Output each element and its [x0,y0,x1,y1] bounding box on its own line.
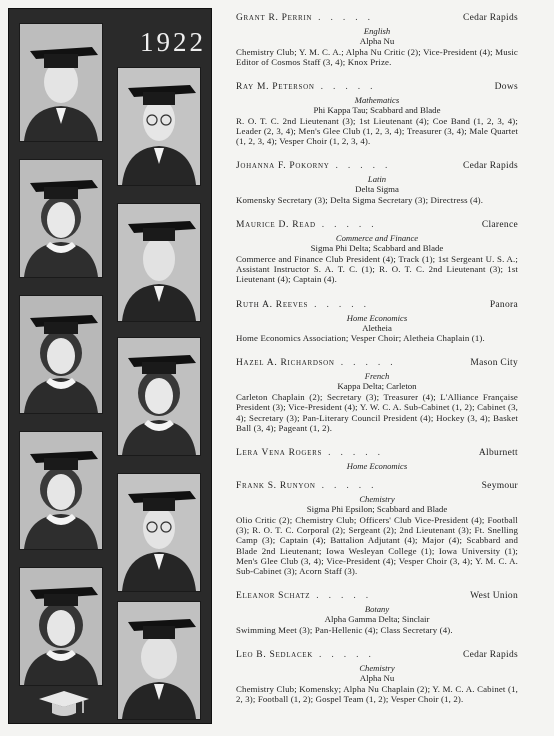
student-name: Johanna F. Pokorny [236,161,330,172]
activities: Commerce and Finance Club President (4); Track (1); 1st Sergeant U. S. A.; Assistant Instructor S. A. T. C. (1); R. O. T. C. 2nd Lieutenant (3); 1st Lieutenant (4); Captain (4). [236,253,518,285]
entry-sedlacek: Leo B. Sedlacek ..... Cedar Rapids Chemistry Alpha Nu Chemistry Club; Komensky; Alpha Nu Chaplain (2); Y. M. C. A. Cabinet (1, 2, 3); Football (1, 2); Gospel Team (1, 2); Vesper Choir (1, 2). [236,650,518,705]
portrait-read [117,203,201,322]
course: Latin [367,174,387,185]
entry-reeves: Ruth A. Reeves ..... Panora Home Economics Aletheia Home Economics Association; Vesper Choir; Aletheia Chaplain (1). [236,299,518,344]
activities: Swimming Meet (3); Pan-Hellenic (4); Class Secretary (4). [236,624,453,635]
portrait-runyon [117,473,201,592]
activities: Carleton Chaplain (2); Secretary (3); Treasurer (4); L'Alliance Française President (3); Vice-President (4); Y. W. C. A. Sub-Cabinet (1, 2); Cabinet (3, 4); Secretary (3); Pan-Literary Council President (4); Hockey (3, 4); Basket Ball (3, 4); Pageant (1, 2). [236,391,518,433]
activities: Komensky Secretary (3); Delta Sigma Secretary (3); Directress (4). [236,194,484,205]
organizations: Alpha Gamma Delta; Sinclair [324,614,430,625]
course: English [363,26,391,36]
entry-perrin: Grant R. Perrin ..... Cedar Rapids English Alpha Nu Chemistry Club; Y. M. C. A.; Alpha Nu Critic (2); Vice-President (4); Music Editor of Cosmos Staff (3, 4); Knox Prize. [236,13,518,67]
organizations: Alpha Nu [359,36,395,46]
activities: Chemistry Club; Y. M. C. A.; Alpha Nu Critic (2); Vice-President (4); Music Editor of Cosmos Staff (3, 4); Knox Prize. [236,46,518,67]
portrait-richardson [117,337,201,456]
organizations: Sigma Phi Delta; Scabbard and Blade [310,243,444,254]
activities: Olio Critic (2); Chemistry Club; Officers' Club Vice-President (4); Football (3); R. O. T. C. Corporal (2); Sergeant (2); 2nd Lieutenant (3); Ft. Snelling Camp (3); Captain (4); Battalion Adjutant (4); Major (4); Scabbard and Blade 2nd Lieutenant; Iowa Wesleyan College (1); Iowa University (1); Men's Glee Club (3, 4); Vice-President (4); Vesper Choir (3, 4); Y. M. C. A. Sub-Cabinet (3); Acorn Staff (3). [236,514,518,577]
portrait-peterson [117,67,201,186]
course: Home Economics [346,312,408,323]
course: Mathematics [354,95,400,106]
student-name: Lera Vena Rogers [236,448,323,459]
entry-runyon: Frank S. Runyon ..... Seymour Chemistry Sigma Phi Epsilon; Scabbard and Blade Olio Critic (2); Chemistry Club; Officers' Club Vice-President (4); Football (3); R. O. T. C. Corporal (2); Sergeant (2); 2nd Lieutenant (3); Ft. Snelling Camp (3); Captain (4); Battalion Adjutant (4); Major (4); Scabbard and Blade 2nd Lieutenant; Iowa Wesleyan College (1); Iowa University (1); Men's Glee Club (3, 4); Vice-President (4); Vesper Choir (3, 4); Y. M. C. A. Sub-Cabinet (3); Acorn Staff (3). [236,481,518,577]
class-year: 1922 [140,27,206,57]
student-name: Ray M. Peterson [236,82,315,93]
organizations: Alpha Nu [359,673,395,684]
hometown: Dows [494,82,518,93]
portrait-rogers [19,431,103,550]
portrait-perrin [19,23,103,142]
course: Chemistry [359,663,395,674]
activities: Chemistry Club; Komensky; Alpha Nu Chaplain (2); Y. M. C. A. Cabinet (1, 2, 3); Football (1, 2); Gospel Team (1, 2); Vesper Choir (1, 2). [236,683,518,705]
course: French [364,371,390,382]
organizations: Sigma Phi Epsilon; Scabbard and Blade [306,504,448,515]
entry-peterson: Ray M. Peterson ..... Dows Mathematics Phi Kappa Tau; Scabbard and Blade R. O. T. C. 2nd Lieutenant (3); 1st Lieutenant (4); Coe Band (1, 2, 3, 4); Leader (2, 3, 4); Men's Glee Club (1, 2, 3, 4); Treasurer (3, 4); Male Quartet (1, 2, 3, 4); Vesper Choir (1, 2, 3, 4). [236,82,518,147]
hometown: Cedar Rapids [462,161,518,172]
senior-entries [236,12,518,718]
course: Botany [364,604,390,615]
organizations: Delta Sigma [355,184,399,195]
portrait-strip [8,8,212,724]
entry-rogers: Lera Vena Rogers ..... Alburnett Home Economics [236,448,518,472]
organizations: Kappa Delta; Carleton [337,381,417,392]
student-name: Grant R. Perrin [236,13,313,23]
student-name: Leo B. Sedlacek [236,650,314,661]
mortarboard-icon [37,689,91,719]
hometown: Clarence [481,220,518,231]
portrait-pokorny [19,159,103,278]
student-name: Hazel A. Richardson [236,358,335,369]
course: Home Economics [346,461,408,472]
course: Commerce and Finance [335,233,419,244]
entry-pokorny: Johanna F. Pokorny ..... Cedar Rapids Latin Delta Sigma Komensky Secretary (3); Delta Sigma Secretary (3); Directress (4). [236,161,518,205]
hometown: Mason City [470,358,518,369]
entry-schatz: Eleanor Schatz ..... West Union Botany Alpha Gamma Delta; Sinclair Swimming Meet (3); Pan-Hellenic (4); Class Secretary (4). [236,591,518,635]
entry-richardson: Hazel A. Richardson ..... Mason City French Kappa Delta; Carleton Carleton Chaplain (2); Secretary (3); Treasurer (4); L'Alliance Française President (3); Vice-President (4); Y. W. C. A. Sub-Cabinet (1, 2); Cabinet (3, 4); Secretary (3); Pan-Literary Council President (4); Hockey (3, 4); Basket Ball (3, 4); Pageant (1, 2). [236,358,518,433]
activities: R. O. T. C. 2nd Lieutenant (3); 1st Lieutenant (4); Coe Band (1, 2, 3, 4); Leader (2, 3, 4); Men's Glee Club (1, 2, 3, 4); Treasurer (3, 4); Male Quartet (1, 2, 3, 4); Vesper Choir (1, 2, 3, 4). [236,115,518,147]
course: Chemistry [359,494,395,505]
entry-read: Maurice D. Read ..... Clarence Commerce and Finance Sigma Phi Delta; Scabbard and Blade Commerce and Finance Club President (4); Track (1); 1st Sergeant U. S. A.; Assistant Instructor S. A. T. C. (1); R. O. T. C. 2nd Lieutenant (3); 1st Lieutenant (4); Captain (4). [236,220,518,285]
organizations: Aletheia [362,322,392,333]
portrait-sedlacek [117,601,201,720]
activities: Home Economics Association; Vesper Choir; Aletheia Chaplain (1). [236,333,485,344]
portrait-schatz [19,567,103,686]
hometown: West Union [470,591,518,602]
hometown: Cedar Rapids [462,650,518,661]
hometown: Cedar Rapids [462,13,518,23]
student-name: Ruth A. Reeves [236,299,309,310]
organizations: Phi Kappa Tau; Scabbard and Blade [313,105,441,116]
hometown: Alburnett [478,448,518,459]
hometown: Seymour [481,481,518,492]
student-name: Eleanor Schatz [236,591,311,602]
hometown: Panora [489,299,518,310]
portrait-reeves [19,295,103,414]
student-name: Frank S. Runyon [236,481,316,492]
student-name: Maurice D. Read [236,220,316,231]
